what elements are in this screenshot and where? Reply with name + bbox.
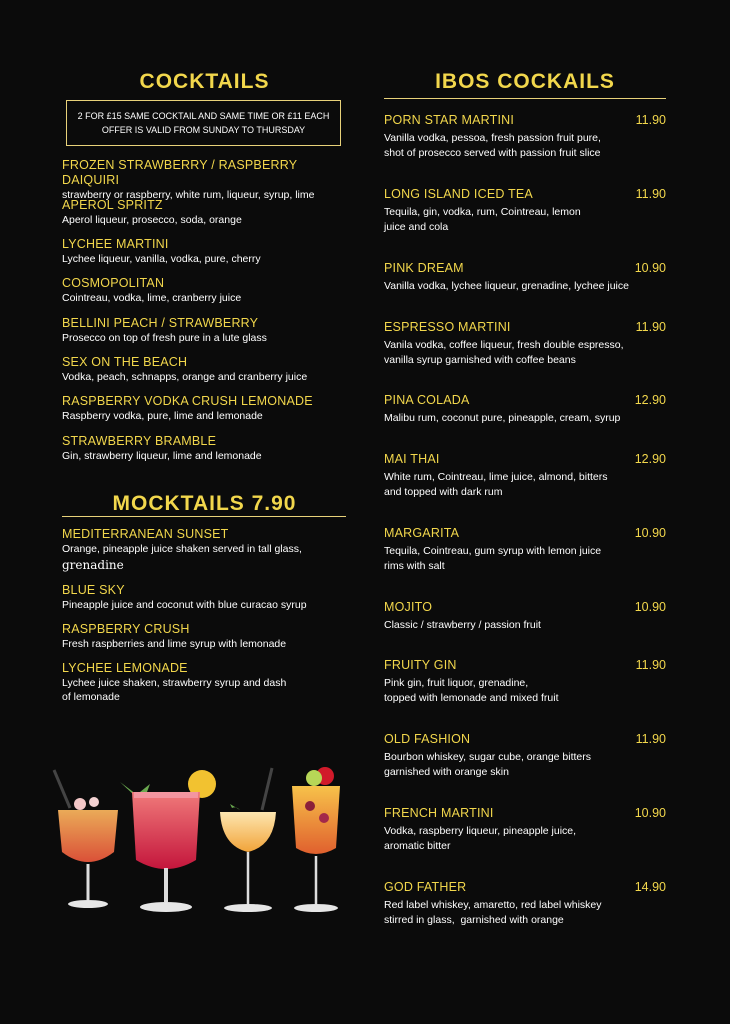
item-desc: Fresh raspberries and lime syrup with lemonade [62, 638, 287, 650]
item-desc [384, 470, 666, 500]
item-price: 12.90 [634, 393, 666, 407]
item-desc [384, 205, 666, 235]
item-desc-line-1: Vanilla vodka, pessoa, fresh passion fruit pure, [384, 132, 601, 144]
list-item [62, 661, 286, 704]
item-price: 11.90 [635, 187, 666, 201]
item-price: 11.90 [635, 113, 666, 127]
item-desc: Cointreau, vodka, lime, cranberry juice [62, 292, 242, 304]
list-item [62, 434, 262, 463]
item-name: BLUE SKY [62, 583, 125, 597]
item-price: 10.90 [634, 806, 666, 820]
fruit-cocktail-glass [292, 767, 340, 912]
item-desc-line-1: Bourbon whiskey, sugar cube, orange bitters [384, 751, 592, 763]
item-name: SEX ON THE BEACH [62, 355, 188, 369]
item-desc-line-2: aromatic bitter [384, 840, 451, 852]
item-name: MAI THAI [384, 452, 440, 466]
item-desc-line-2: topped with lemonade and mixed fruit [384, 692, 559, 704]
list-item [384, 320, 666, 368]
item-price: 14.90 [634, 880, 666, 894]
item-desc-line-1: Tequila, gin, vodka, rum, Cointreau, lemon [384, 206, 581, 218]
list-item [62, 583, 307, 612]
item-desc [384, 131, 666, 161]
item-name: PINA COLADA [384, 393, 470, 407]
item-name: PORN STAR MARTINI [384, 113, 515, 127]
ibos-divider [384, 98, 666, 99]
item-desc-line-2: vanilla syrup garnished with coffee beans [384, 354, 576, 366]
item-desc-line-1: Classic / strawberry / passion fruit [384, 619, 541, 631]
item-desc-line-2: stirred in glass, garnished with orange [384, 914, 564, 926]
item-desc-line-1: Vodka, raspberry liqueur, pineapple juice, [384, 825, 577, 837]
item-desc-line-2: of lemonade [62, 691, 120, 703]
ibos-cocktails-title: IBOS COCKAILS [435, 70, 615, 93]
item-desc-line-1: Vanilla vodka, lychee liqueur, grenadine, lychee juice [384, 280, 629, 292]
item-desc [384, 338, 666, 368]
mocktails-divider [62, 516, 346, 517]
list-item [62, 527, 302, 572]
item-desc: Lychee liqueur, vanilla, vodka, pure, cherry [62, 253, 261, 265]
item-desc: strawberry or raspberry, white rum, liqueur, syrup, lime [62, 189, 315, 201]
item-desc-line-2: grenadine [62, 558, 124, 572]
list-item [62, 622, 286, 651]
item-price: 10.90 [634, 261, 666, 275]
item-desc [384, 824, 666, 854]
item-desc [384, 750, 666, 780]
mocktails-title: MOCKTAILS 7.90 [112, 492, 297, 515]
offer-line-2: OFFER IS VALID FROM SUNDAY TO THURSDAY [101, 125, 306, 135]
coupe-cocktail-glass [220, 768, 276, 912]
item-desc: Lychee juice shaken, strawberry syrup and dash [62, 677, 287, 689]
orange-cocktail-glass [54, 770, 118, 908]
item-desc-line-1: Tequila, Cointreau, gum syrup with lemon juice [384, 545, 602, 557]
item-desc: Pineapple juice and coconut with blue curacao syrup [62, 599, 307, 611]
item-desc-line-1: Vanila vodka, coffee liqueur, fresh double espresso, [384, 339, 624, 351]
item-name: STRAWBERRY BRAMBLE [62, 434, 217, 448]
item-desc [384, 411, 666, 426]
item-desc-line-2: juice and cola [384, 221, 449, 233]
item-price: 11.90 [635, 320, 666, 334]
item-price: 11.90 [635, 732, 666, 746]
item-name: OLD FASHION [384, 732, 471, 746]
list-item [62, 276, 241, 305]
list-item [62, 394, 313, 423]
list-item [62, 316, 267, 345]
item-name: LONG ISLAND ICED TEA [384, 187, 533, 201]
list-item [384, 600, 666, 633]
cocktail-glasses-illustration [40, 760, 360, 930]
red-cocktail-glass [120, 770, 216, 912]
list-item [384, 113, 666, 161]
item-name: RASPBERRY VODKA CRUSH LEMONADE [62, 394, 313, 408]
item-name: FRENCH MARTINI [384, 806, 494, 820]
item-desc: Aperol liqueur, prosecco, soda, orange [62, 214, 242, 226]
item-name: RASPBERRY CRUSH [62, 622, 190, 636]
list-item [384, 880, 666, 928]
item-desc-line-2: rims with salt [384, 560, 445, 572]
item-desc-line-1: Pink gin, fruit liquor, grenadine, [384, 677, 529, 689]
list-item [62, 198, 242, 227]
item-desc: Orange, pineapple juice shaken served in tall glass, [62, 543, 302, 555]
item-name: APEROL SPRITZ [62, 198, 163, 212]
list-item [384, 187, 666, 235]
offer-box [66, 100, 341, 146]
cocktails-title: COCKTAILS [139, 70, 270, 93]
item-desc: Gin, strawberry liqueur, lime and lemonade [62, 450, 262, 462]
item-desc: Vodka, peach, schnapps, orange and cranberry juice [62, 371, 308, 383]
list-item [384, 393, 666, 426]
list-item [384, 261, 666, 294]
item-name: LYCHEE MARTINI [62, 237, 169, 251]
item-name: FRUITY GIN [384, 658, 457, 672]
item-desc: Prosecco on top of fresh pure in a lute glass [62, 332, 267, 344]
list-item [62, 355, 307, 384]
item-desc-line-1: Red label whiskey, amaretto, red label whiskey [384, 899, 602, 911]
item-desc [384, 279, 666, 294]
list-item [384, 806, 666, 854]
item-name: ESPRESSO MARTINI [384, 320, 511, 334]
item-desc-line-2: and topped with dark rum [384, 486, 503, 498]
list-item [384, 658, 666, 706]
item-desc-line-2: shot of prosecco served with passion fruit slice [384, 147, 601, 159]
item-desc [384, 898, 666, 928]
item-price: 10.90 [634, 526, 666, 540]
item-price: 10.90 [634, 600, 666, 614]
item-desc-line-1: Malibu rum, coconut pure, pineapple, cream, syrup [384, 412, 621, 424]
item-desc [384, 676, 666, 706]
item-name: FROZEN STRAWBERRY / RASPBERRY DAIQUIRI [62, 158, 298, 187]
item-name: COSMOPOLITAN [62, 276, 165, 290]
item-name: GOD FATHER [384, 880, 467, 894]
item-name: MEDITERRANEAN SUNSET [62, 527, 229, 541]
item-desc [384, 544, 666, 574]
offer-line-1: 2 FOR £15 SAME COCKTAIL AND SAME TIME OR £11 EACH [77, 111, 330, 121]
list-item [384, 452, 666, 500]
item-price: 12.90 [634, 452, 666, 466]
item-name: BELLINI PEACH / STRAWBERRY [62, 316, 259, 330]
item-name: MARGARITA [384, 526, 460, 540]
item-desc-line-1: White rum, Cointreau, lime juice, almond, bitters [384, 471, 608, 483]
list-item [62, 158, 352, 202]
list-item [384, 526, 666, 574]
item-desc: Raspberry vodka, pure, lime and lemonade [62, 410, 263, 422]
item-desc [384, 618, 666, 633]
item-name: PINK DREAM [384, 261, 464, 275]
list-item [384, 732, 666, 780]
item-price: 11.90 [635, 658, 666, 672]
item-desc-line-2: garnished with orange skin [384, 766, 509, 778]
item-name: LYCHEE LEMONADE [62, 661, 188, 675]
item-name: MOJITO [384, 600, 433, 614]
list-item [62, 237, 261, 266]
